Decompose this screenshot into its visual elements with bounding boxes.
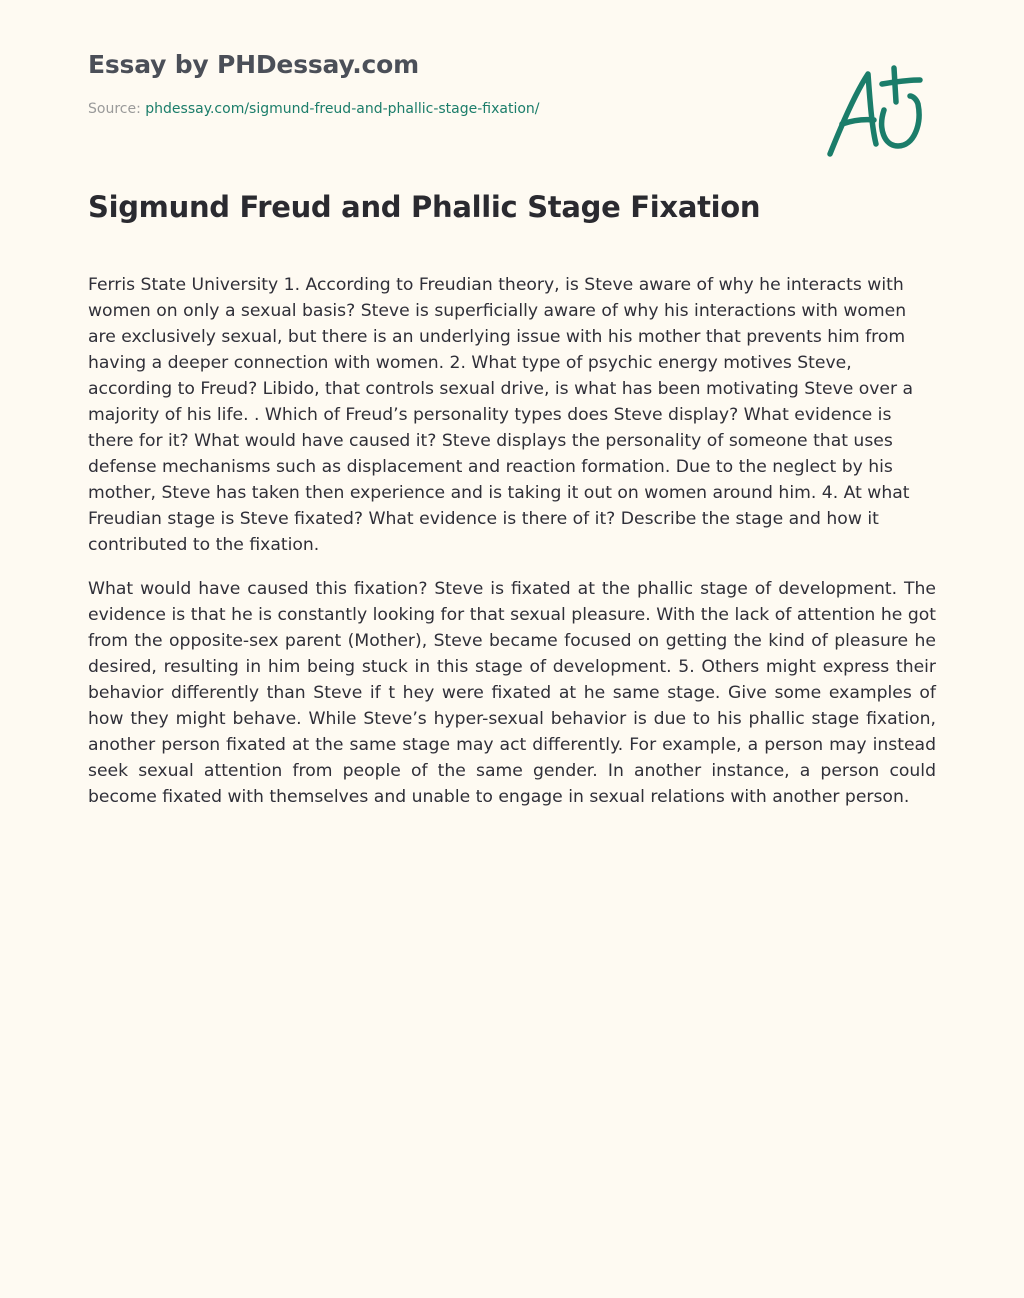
a-plus-logo-icon [822,62,930,162]
document-title: Sigmund Freud and Phallic Stage Fixation [88,190,761,224]
essay-body [88,272,936,828]
essay-paragraph: What would have caused this fixation? Steve is fixated at the phallic stage of development. The evidence is that he is constantly looking for that sexual pleasure. With the lack of attention he got from the opposite-sex parent (Mother), Steve became focused on getting the kind of pleasure he desired, resulting in him being stuck in this stage of development. 5. Others might express their behavior differently than Steve if t hey were fixated at he same stage. Give some examples of how they might behave. While Steve’s hyper-sexual behavior is due to his phallic stage fixation, another person fixated at the same stage may act differently. For example, a person may instead seek sexual attention from people of the same gender. In another instance, a person could become fixated with themselves and unable to engage in sexual relations with another person. [88,579,936,807]
source-line [88,101,540,117]
site-title: Essay by PHDessay.com [88,50,419,79]
source-link[interactable]: phdessay.com/sigmund-freud-and-phallic-stage-fixation/ [145,101,540,117]
essay-paragraph: Ferris State University 1. According to Freudian theory, is Steve aware of why he interacts with women on only a sexual basis? Steve is superficially aware of why his interactions with women are exclusively sexual, but there is an underlying issue with his mother that prevents him from having a deeper connection with women. 2. What type of psychic energy motives Steve, according to Freud? Libido, that controls sexual drive, is what has been motivating Steve over a majority of his life. . Which of Freud’s personality types does Steve display? What evidence is there for it? What would have caused it? Steve displays the personality of someone that uses defense mechanisms such as displacement and reaction formation. Due to the neglect by his mother, Steve has taken then experience and is taking it out on women around him. 4. At what Freudian stage is Steve fixated? What evidence is there of it? Describe the stage and how it contributed to the fixation. [88,275,914,555]
source-label: Source: [88,101,146,117]
